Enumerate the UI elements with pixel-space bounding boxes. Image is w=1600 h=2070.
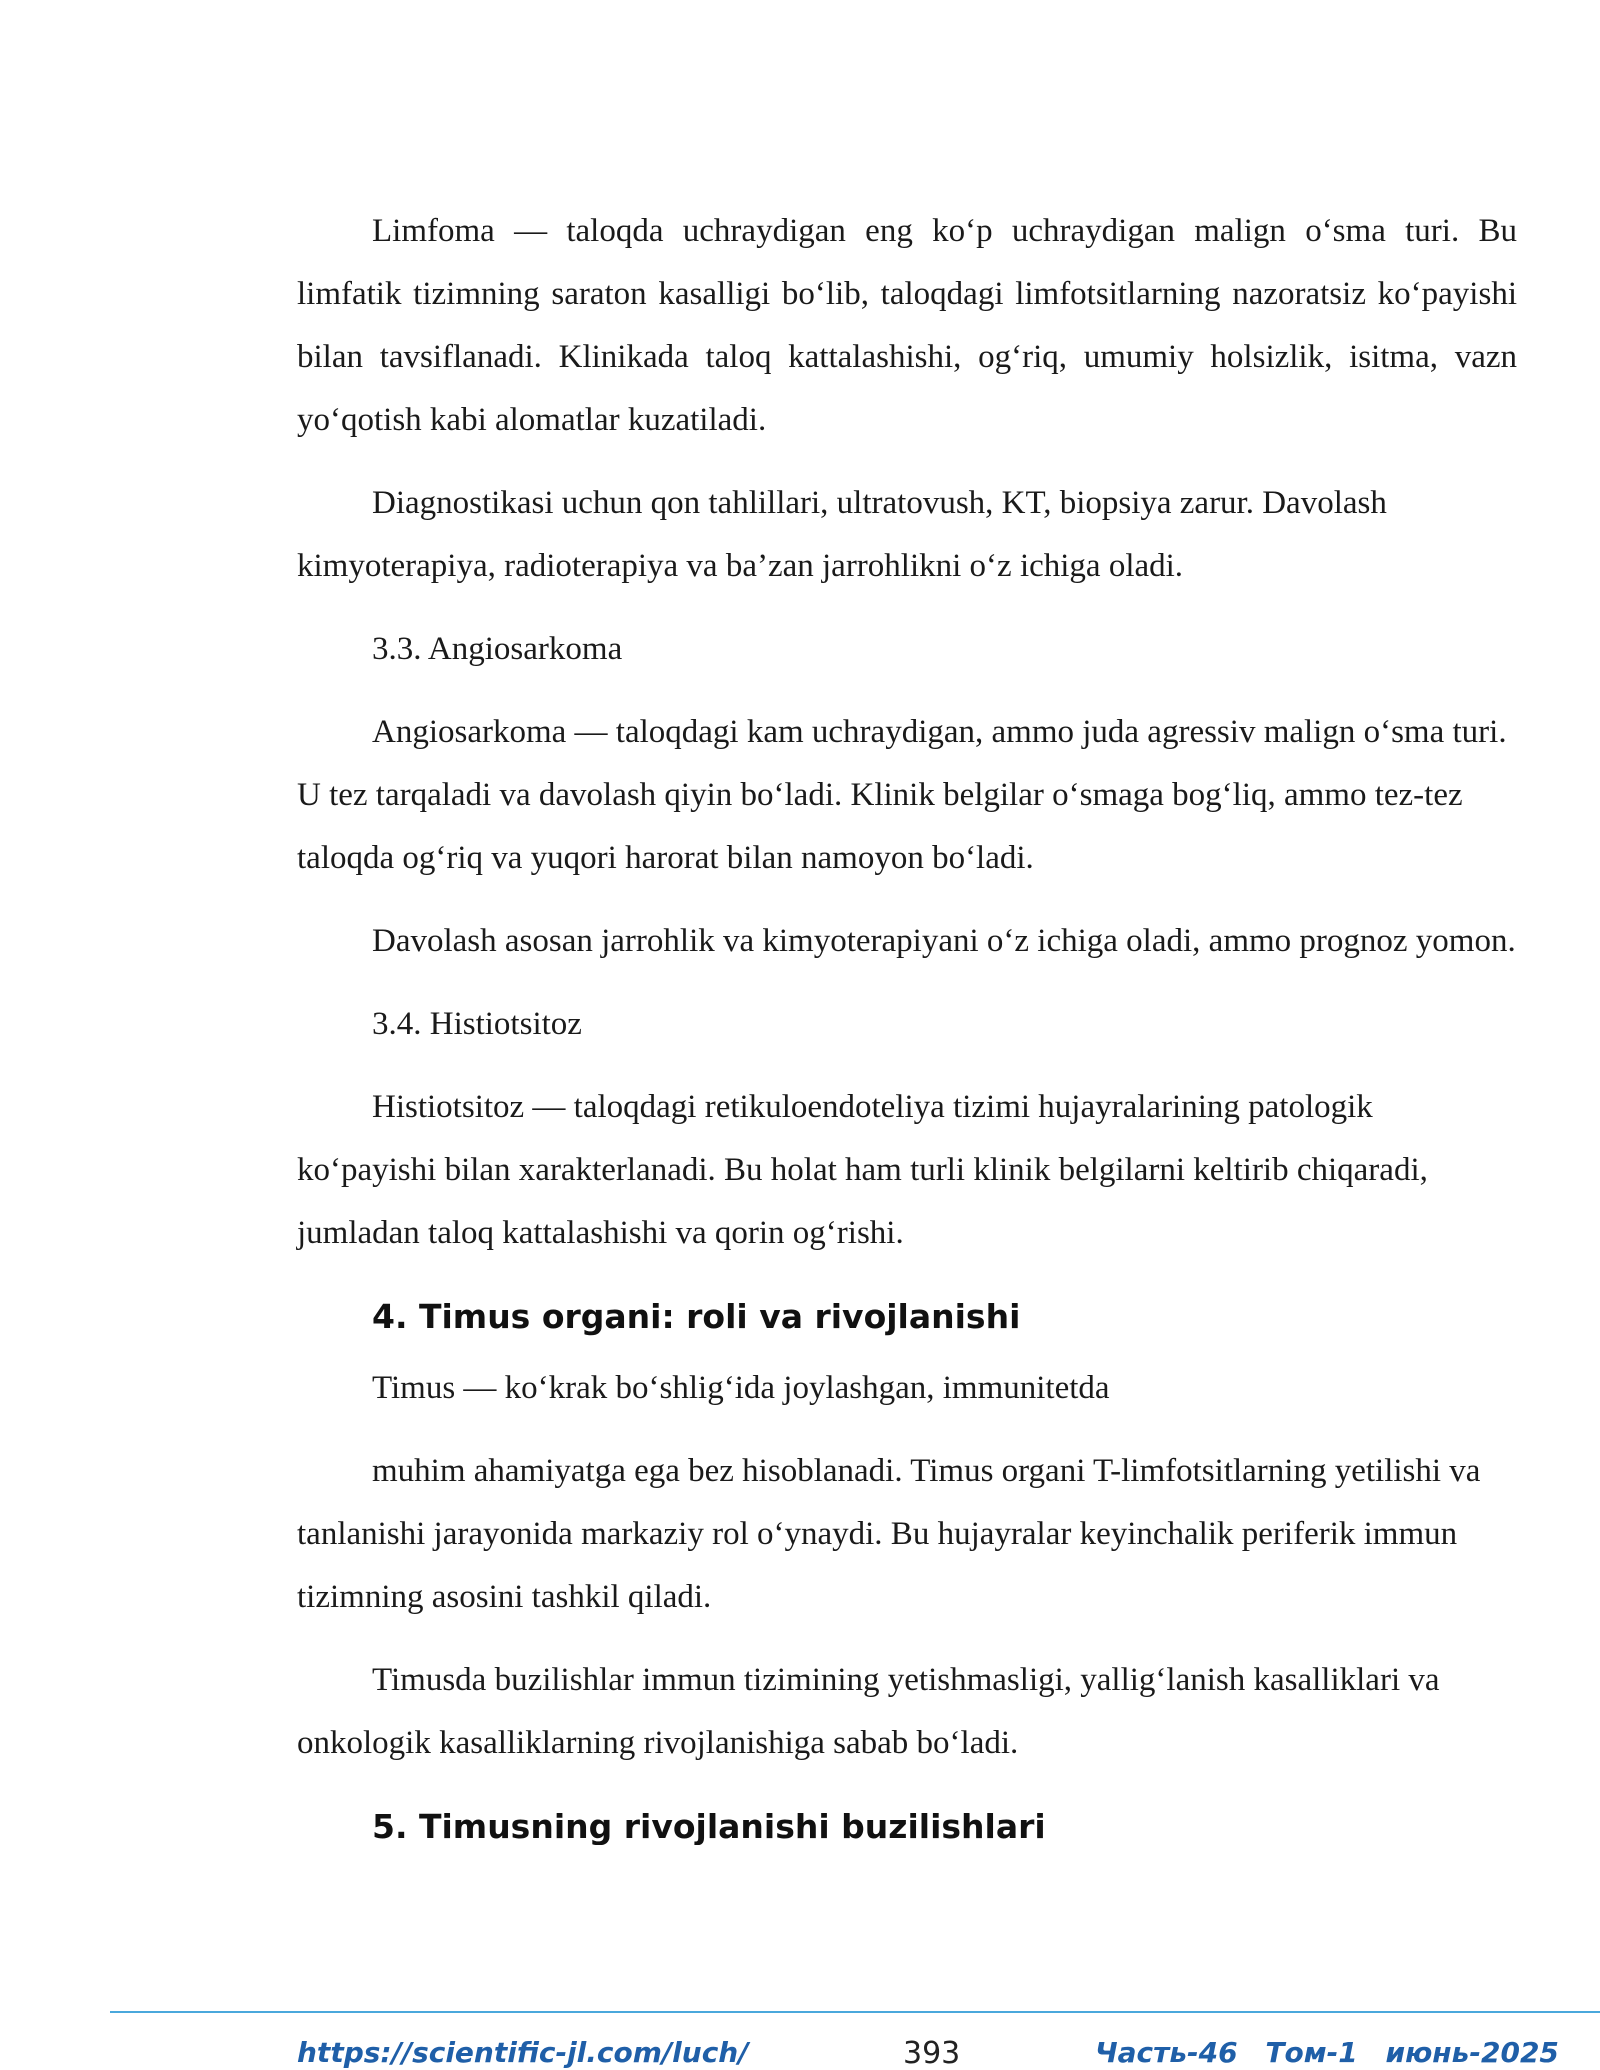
subheading-angiosarkoma: 3.3. Angiosarkoma [372,631,623,667]
issue-info [1095,2036,1577,2069]
paragraph-diagnostics: Diagnostikasi uchun qon tahlillari, ultratovush, KT, biopsiya zarur. Davolash kimyoterapiya, radioterapiya va ba’zan jarrohlikni o‘z ichiga oladi. [297,485,1387,584]
page-number: 393 [903,2036,961,2070]
paragraph-timus-intro: Timus — ko‘krak bo‘shlig‘ida joylashgan, immunitetda [372,1370,1110,1406]
page-footer [0,2036,1600,2070]
footer-divider [110,2011,1600,2013]
section-heading-timus-development: 5. Timusning rivojlanishi buzilishlari [372,1807,1046,1845]
paragraph-timus-disorders: Timusda buzilishlar immun tizimining yetishmasligi, yallig‘lanish kasalliklari va onkologik kasalliklarning rivojlanishiga sabab bo‘ladi. [297,1662,1440,1761]
paragraph-limfoma: Limfoma — taloqda uchraydigan eng ko‘p uchraydigan malign o‘sma turi. Bu limfatik tizimning saraton kasalligi bo‘lib, taloqdagi limfotsitlarning nazoratsiz ko‘payishi bilan tavsiflanadi. Klinikada taloq kattalashishi, og‘riq, umumiy holsizlik, isitma, vazn yo‘qotish kabi alomatlar kuzatiladi. [297,213,1517,438]
paragraph-histiotsitoz: Histiotsitoz — taloqdagi retikuloendoteliya tizimi hujayralarining patologik ko‘payishi bilan xarakterlanadi. Bu holat ham turli klinik belgilarni keltirib chiqaradi, jumladan taloq kattalashishi va qorin og‘rishi. [297,1089,1428,1251]
issue-volume: Том-1 [1265,2036,1358,2069]
paragraph-timus-role: muhim ahamiyatga ega bez hisoblanadi. Timus organi T-limfotsitlarning yetilishi va tanlanishi jarayonida markaziy rol o‘ynaydi. Bu hujayralar keyinchalik periferik immun tizimning asosini tashkil qiladi. [297,1453,1481,1615]
journal-url-link[interactable]: https://scientific-jl.com/luch/ [297,2036,749,2069]
article-body [297,200,1517,1865]
issue-date: июнь-2025 [1385,2036,1559,2069]
issue-part: Часть-46 [1095,2036,1238,2069]
subheading-histiotsitoz: 3.4. Histiotsitoz [372,1006,582,1042]
paragraph-treatment: Davolash asosan jarrohlik va kimyoterapiyani o‘z ichiga oladi, ammo prognoz yomon. [372,923,1516,959]
paragraph-angiosarkoma: Angiosarkoma — taloqdagi kam uchraydigan, ammo juda agressiv malign o‘sma turi. U tez tarqaladi va davolash qiyin bo‘ladi. Klinik belgilar o‘smaga bog‘liq, ammo tez-tez taloqda og‘riq va yuqori harorat bilan namoyon bo‘ladi. [297,714,1507,876]
section-heading-timus: 4. Timus organi: roli va rivojlanishi [372,1297,1021,1336]
